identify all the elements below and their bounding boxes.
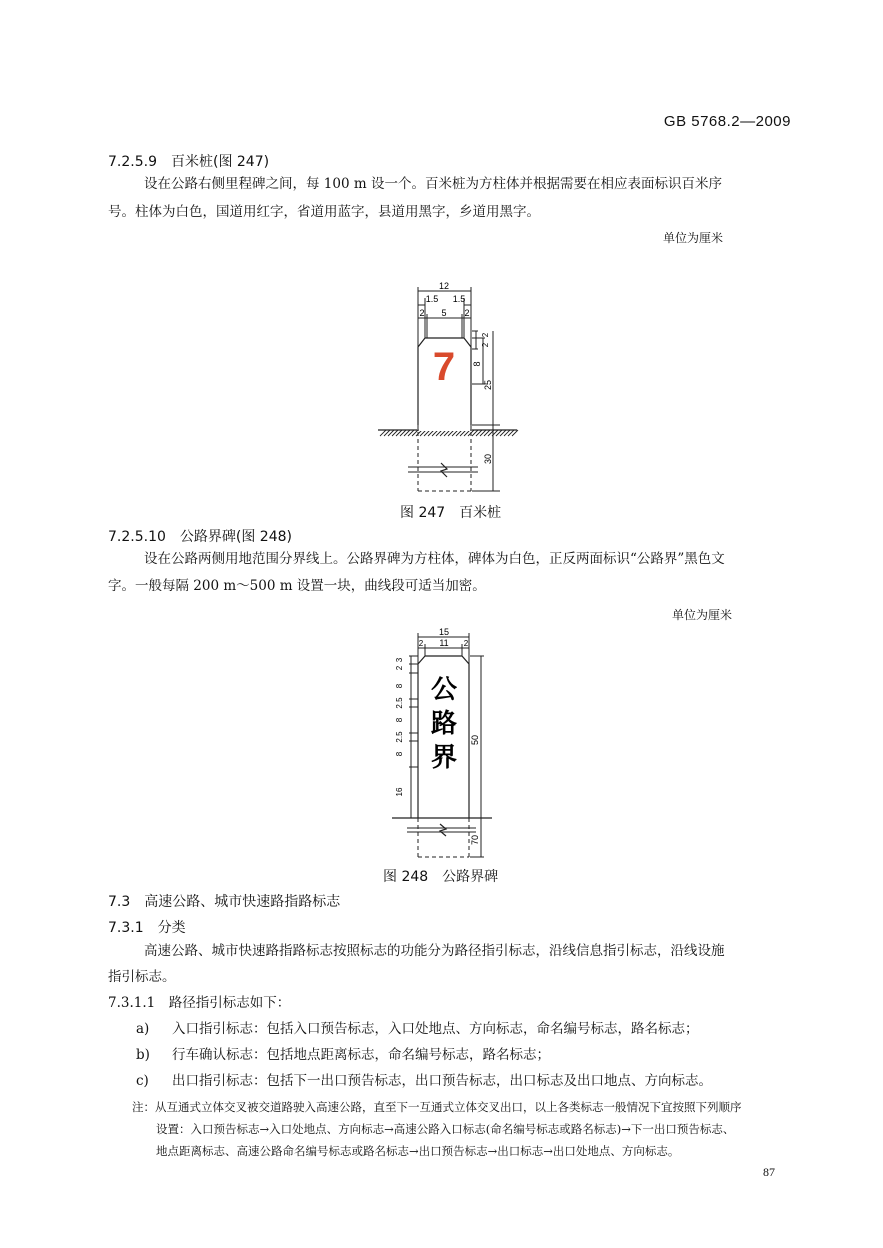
section-heading-731: 7.3.1 分类: [108, 920, 186, 936]
dim-above-ground: 50: [470, 734, 480, 746]
list-item-marker: c): [136, 1073, 149, 1089]
dim-char2: 8: [395, 717, 404, 723]
section-heading-73: 7.3 高速公路、城市快速路指路标志: [108, 894, 341, 910]
post-number: 7: [432, 345, 456, 389]
list-item: 入口指引标志：包括入口预告标志，入口处地点、方向标志，命名编号标志，路名标志；: [172, 1021, 699, 1037]
dim-left-edge: 2: [419, 308, 425, 318]
note-line: 地点距离标志、高速公路命名编号标志或路名标志→出口预告标志→出口标志→出口处地点、方向标志。: [156, 1144, 680, 1158]
dim-char1: 8: [395, 683, 404, 689]
marker-char-2: 路: [430, 709, 458, 739]
list-item-marker: a): [136, 1021, 150, 1037]
dim-left-edge: 2: [418, 639, 424, 648]
dim-top-a: 3: [395, 657, 404, 663]
list-item: 出口指引标志：包括下一出口预告标志，出口预告标志，出口标志及出口地点、方向标志。: [172, 1073, 712, 1089]
marker-char-3: 界: [430, 743, 458, 773]
note-line: 设置：入口预告标志→入口处地点、方向标志→高速公路入口标志(命名编号标志或路名标志)→下一出口预告标志、: [156, 1122, 735, 1136]
dim-top-b: 2: [395, 665, 404, 671]
page-number: 87: [763, 1165, 775, 1179]
figure-247-hundred-meter-post: [370, 276, 530, 498]
paragraph-line: 号。柱体为白色，国道用红字，省道用蓝字，县道用黑字，乡道用黑字。: [108, 204, 540, 220]
dim-top-a: 2: [481, 332, 490, 338]
dim-top-b: 2: [481, 342, 490, 348]
paragraph-line: 高速公路、城市快速路指路标志按照标志的功能分为路径指引标志，沿线信息指引标志，沿线设施: [144, 943, 725, 959]
dim-char3: 8: [395, 751, 404, 757]
note-line: 注：从互通式立体交叉被交道路驶入高速公路，直至下一互通式立体交叉出口，以上各类标志一般情况下宜按照下列顺序: [132, 1100, 742, 1114]
dim-right-edge: 2: [463, 639, 469, 648]
paragraph-line: 设在公路两侧用地范围分界线上。公路界碑为方柱体，碑体为白色，正反两面标识“公路界”黑色文: [144, 551, 725, 567]
figure-248-boundary-marker: [380, 626, 500, 864]
dim-middle: 5: [441, 308, 447, 318]
figure-247-caption: 图 247 百米桩: [400, 505, 502, 521]
dim-gap2: 2.5: [395, 731, 404, 743]
paragraph-line: 字。一般每隔 200 m～500 m 设置一块，曲线段可适当加密。: [108, 578, 486, 594]
paragraph-line: 设在公路右侧里程碑之间，每 100 m 设一个。百米桩为方柱体并根据需要在相应表面标识百米序: [144, 176, 722, 192]
dim-above-ground: 25: [483, 379, 493, 391]
unit-note: 单位为厘米: [672, 608, 733, 622]
standard-code: GB 5768.2—2009: [663, 113, 791, 130]
dim-width: 15: [438, 627, 450, 637]
dim-width: 12: [438, 281, 450, 291]
dim-right-edge: 2: [464, 308, 470, 318]
unit-note: 单位为厘米: [663, 231, 724, 245]
dim-below-ground: 30: [483, 453, 493, 465]
dim-below-ground: 70: [470, 834, 480, 846]
dim-number-height: 8: [472, 361, 482, 367]
dim-gap1: 2.5: [395, 697, 404, 709]
dim-middle: 11: [439, 638, 449, 648]
dim-left-chamfer: 1.5: [425, 294, 439, 304]
figure-248-caption: 图 248 公路界碑: [383, 869, 499, 885]
list-item-marker: b): [136, 1047, 150, 1063]
paragraph-line: 指引标志。: [108, 969, 176, 985]
list-item: 行车确认标志：包括地点距离标志，命名编号标志，路名标志；: [172, 1047, 550, 1063]
marker-char-1: 公: [430, 675, 458, 705]
section-heading-7311: 7.3.1.1 路径指引标志如下：: [108, 995, 291, 1011]
dim-bottom: 16: [395, 787, 404, 797]
section-heading-72510: 7.2.5.10 公路界碑(图 248): [108, 529, 292, 545]
dim-right-chamfer: 1.5: [452, 294, 466, 304]
section-heading-7259: 7.2.5.9 百米桩(图 247): [108, 154, 270, 170]
